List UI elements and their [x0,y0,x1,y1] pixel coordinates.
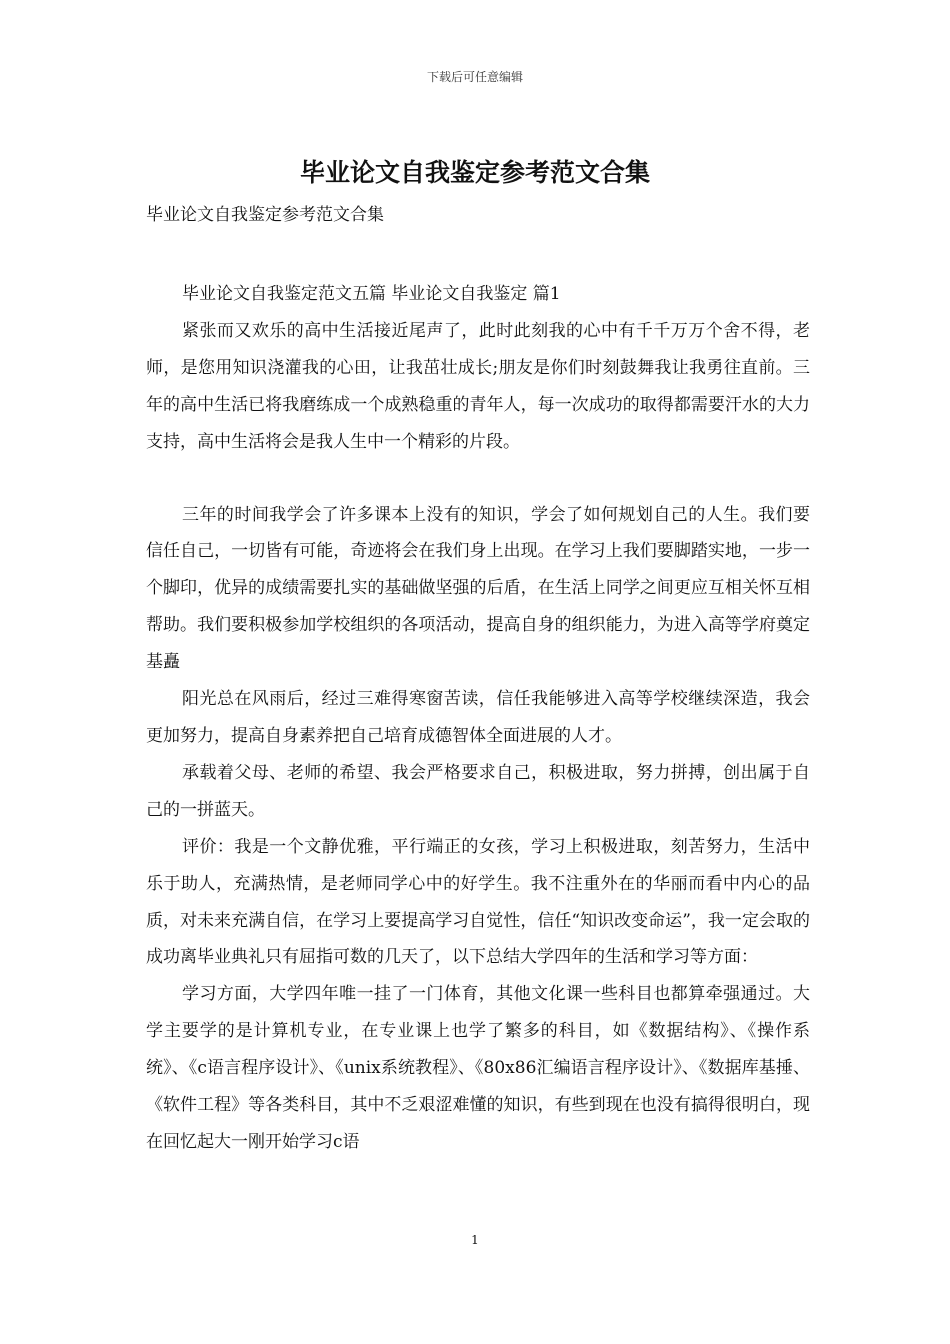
header-note: 下载后可任意编辑 [426,70,523,84]
paragraph-1: 紧张而又欢乐的高中生活接近尾声了，此时此刻我的心中有千千万万个舍不得，老师，是您用知识浇灌我的心田，让我茁壮成长;朋友是你们时刻鼓舞我让我勇往直前。三年的高中生活已将我磨练成一个成熟稳重的青年人，每一次成功的取得都需要汗水的大力支持，高中生活将会是我人生中一个精彩的片段。 [146,320,810,452]
paragraph-5: 评价：我是一个文静优雅，平行端正的女孩，学习上积极进取，刻苦努力，生活中乐于助人，充满热情，是老师同学心中的好学生。我不注重外在的华丽而看中内心的品质，对未来充满自信，在学习上要提高学习自觉性，信任“知识改变命运”，我一定会取的成功离毕业典礼只有屈指可数的几天了，以下总结大学四年的生活和学习等方面： [146,836,810,968]
paragraph-6: 学习方面，大学四年唯一挂了一门体育，其他文化课一些科目也都算牵强通过。大学主要学的是计算机专业，在专业课上也学了繁多的科目，如《数据结构》、《操作系统》、《c语言程序设计》、《unix系统教程》、《80x86汇编语言程序设计》、《数据库基捶、《软件工程》等各类科目，其中不乏艰涩难懂的知识，有些到现在也没有搞得很明白，现在回忆起大一刚开始学习c语 [146,984,810,1152]
document-subtitle: 毕业论文自我鉴定参考范文合集 [146,205,384,225]
paragraph-3: 阳光总在风雨后，经过三难得寒窗苦读，信任我能够进入高等学校继续深造，我会更加努力，提高自身素养把自己培育成德智体全面进展的人才。 [146,689,810,746]
paragraph-2: 三年的时间我学会了许多课本上没有的知识，学会了如何规划自己的人生。我们要信任自己，一切皆有可能，奇迹将会在我们身上出现。在学习上我们要脚踏实地，一步一个脚印，优异的成绩需要扎实的基础做坚强的后盾，在生活上同学之间更应互相关怀互相帮助。我们要积极参加学校组织的各项活动，提高自身的组织能力，为进入高等学府奠定基矗 [146,504,810,673]
paragraph-4: 承载着父母、老师的希望、我会严格要求自己，积极进取，努力拼搏，创出属于自己的一拼蓝天。 [146,762,810,820]
document-body [146,276,810,1161]
page-number: 1 [471,1233,479,1247]
document-title: 毕业论文自我鉴定参考范文合集 [299,158,650,187]
section-heading: 毕业论文自我鉴定范文五篇 毕业论文自我鉴定 篇1 [182,284,561,304]
